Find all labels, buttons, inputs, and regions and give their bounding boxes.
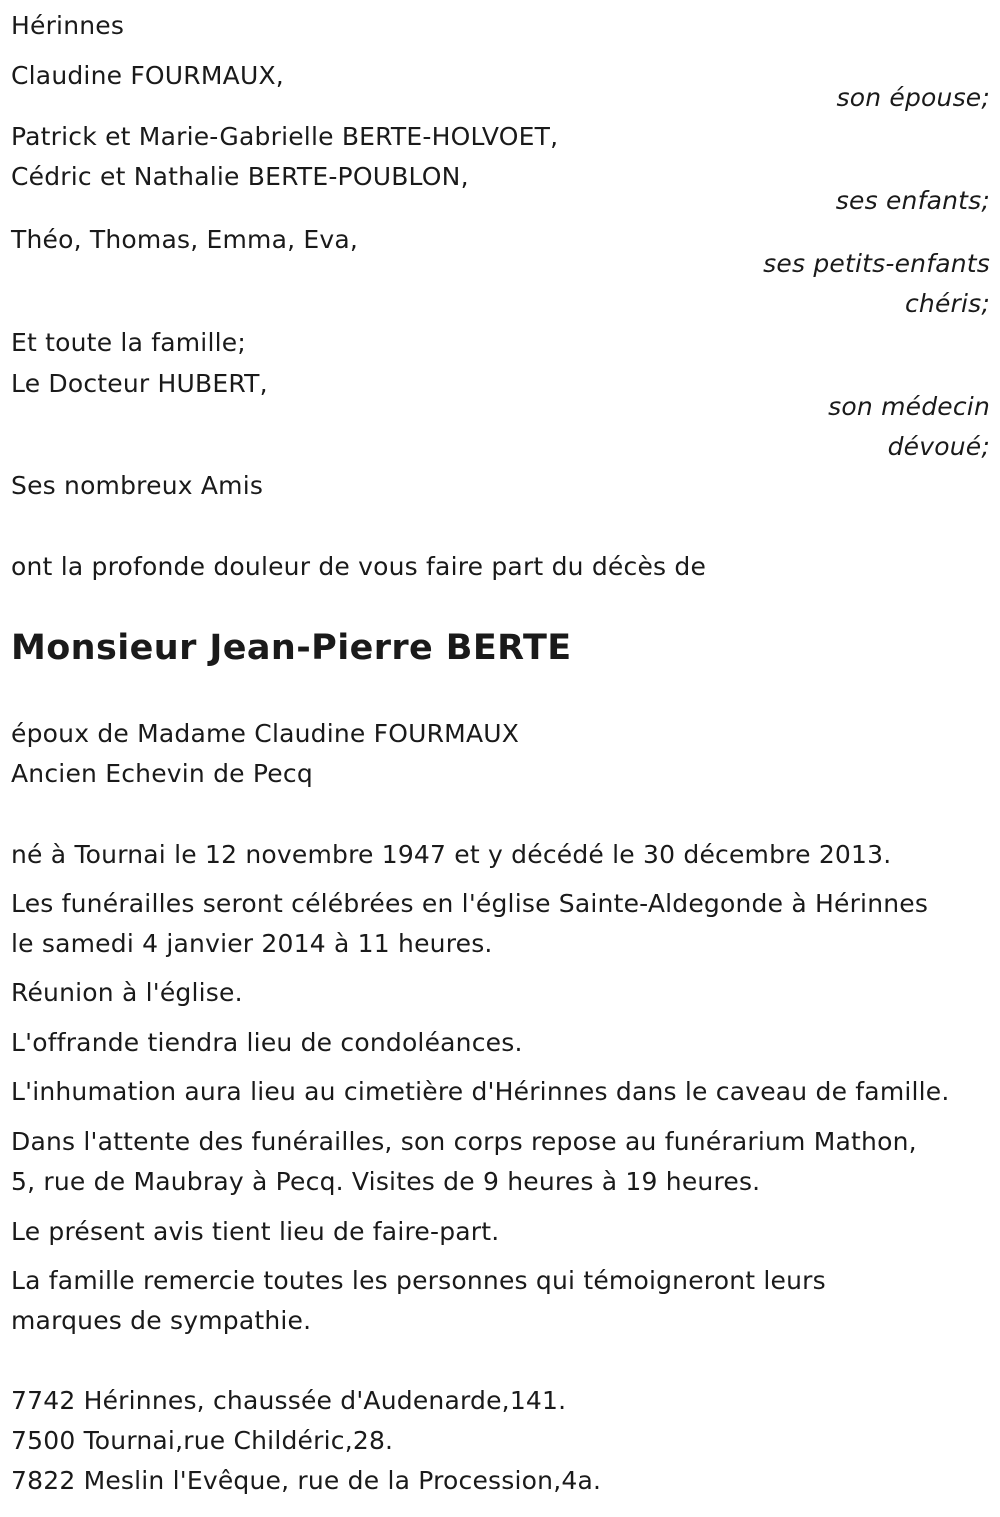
address-2: 7500 Tournai,rue Childéric,28. [11,1426,394,1455]
birth-death: né à Tournai le 12 novembre 1947 et y décédé le 30 décembre 2013. [11,840,892,869]
doctor-name: Le Docteur HUBERT, [11,369,268,398]
address-1: 7742 Hérinnes, chaussée d'Audenarde,141. [11,1386,567,1415]
thanks-line-2: marques de sympathie. [11,1306,312,1335]
child-1: Patrick et Marie-Gabrielle BERTE-HOLVOET, [11,122,559,151]
offering: L'offrande tiendra lieu de condoléances. [11,1028,523,1057]
deceased-title: Ancien Echevin de Pecq [11,759,313,788]
friends: Ses nombreux Amis [11,471,264,500]
announcement: ont la profonde douleur de vous faire part du décès de [11,552,707,581]
child-2: Cédric et Nathalie BERTE-POUBLON, [11,162,469,191]
funeral-line-2: le samedi 4 janvier 2014 à 11 heures. [11,929,493,958]
grandchildren: Théo, Thomas, Emma, Eva, [11,225,359,254]
children-role: ses enfants; [835,186,990,215]
meeting: Réunion à l'église. [11,978,243,1007]
thanks-line-1: La famille remercie toutes les personnes qui témoigneront leurs [11,1266,826,1295]
doctor-role-line-1: son médecin [828,392,990,421]
grandchildren-role-line-1: ses petits-enfants [763,249,990,278]
deceased-spouse: époux de Madame Claudine FOURMAUX [11,719,520,748]
spouse-name: Claudine FOURMAUX, [11,61,284,90]
wake-line-1: Dans l'attente des funérailles, son corps repose au funérarium Mathon, [11,1127,917,1156]
deceased-name: Monsieur Jean-Pierre BERTE [11,628,572,668]
family-all: Et toute la famille; [11,328,246,357]
burial: L'inhumation aura lieu au cimetière d'Hérinnes dans le caveau de famille. [11,1077,950,1106]
notice: Le présent avis tient lieu de faire-part. [11,1217,500,1246]
funeral-line-1: Les funérailles seront célébrées en l'église Sainte-Aldegonde à Hérinnes [11,889,929,918]
address-3: 7822 Meslin l'Evêque, rue de la Procession,4a. [11,1466,602,1495]
location: Hérinnes [11,11,125,40]
doctor-role-line-2: dévoué; [887,432,990,461]
wake-line-2: 5, rue de Maubray à Pecq. Visites de 9 heures à 19 heures. [11,1167,761,1196]
spouse-role: son épouse; [836,83,990,112]
grandchildren-role-line-2: chéris; [904,289,990,318]
